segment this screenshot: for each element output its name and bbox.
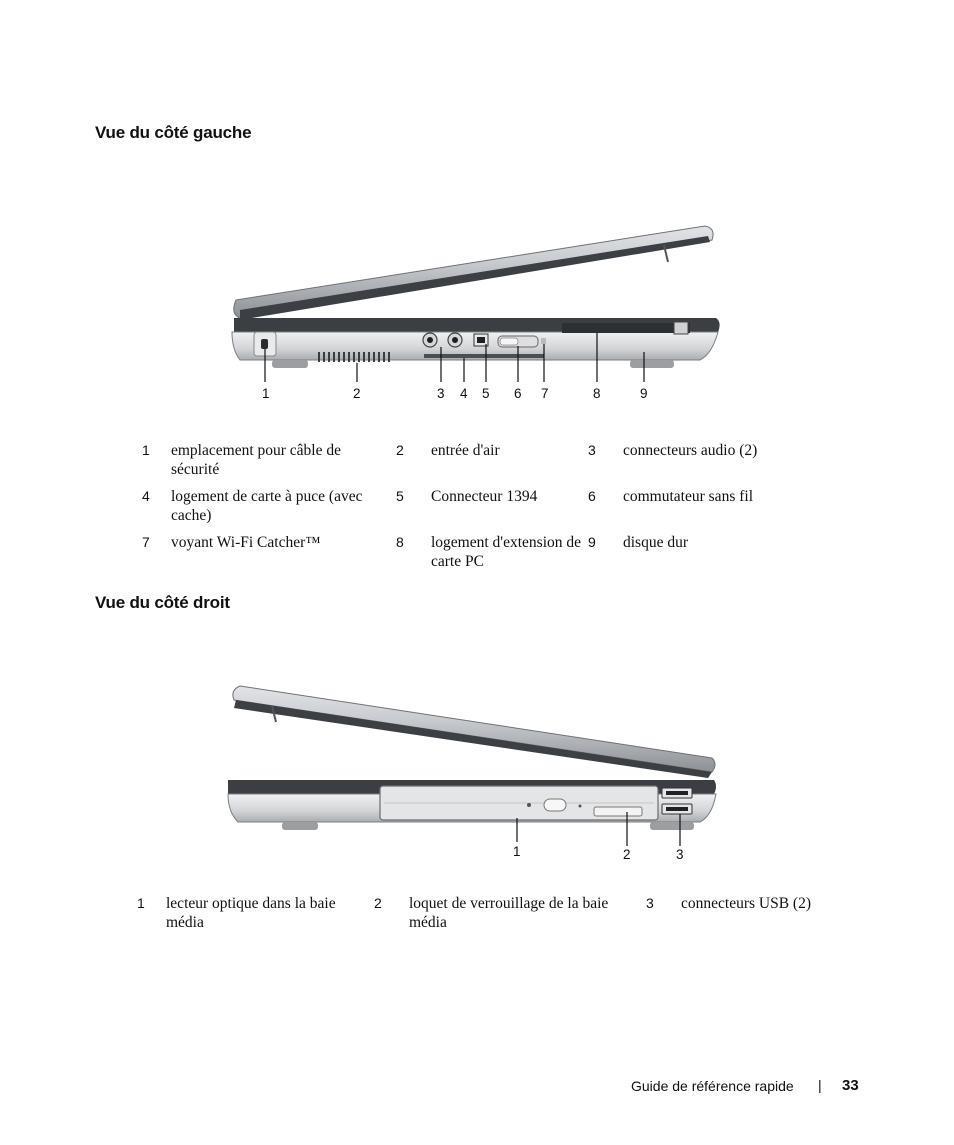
heading-right-view: Vue du côté droit — [95, 593, 230, 612]
legend-num: 1 — [137, 895, 145, 911]
legend-num: 3 — [588, 442, 596, 458]
legend-text: lecteur optique dans la baie média — [166, 895, 336, 931]
legend-num: 2 — [374, 895, 382, 911]
callout-left-4: 4 — [460, 386, 468, 401]
legend-text: entrée d'air — [431, 442, 500, 459]
callout-right-2: 2 — [623, 847, 631, 862]
legend-text: connecteurs USB (2) — [681, 895, 811, 912]
legend-num: 3 — [646, 895, 654, 911]
legend-text: voyant Wi-Fi Catcher™ — [171, 534, 321, 551]
heading-left-view: Vue du côté gauche — [95, 123, 252, 142]
callout-left-7: 7 — [541, 386, 549, 401]
page-number: 33 — [842, 1077, 859, 1094]
callout-left-9: 9 — [640, 386, 648, 401]
footer-title: Guide de référence rapide — [631, 1078, 794, 1094]
legend-text: commutateur sans fil — [623, 488, 753, 505]
legend-num: 9 — [588, 534, 596, 550]
legend-num: 5 — [396, 488, 404, 504]
footer-separator: | — [818, 1077, 822, 1093]
callout-left-6: 6 — [514, 386, 522, 401]
legend-text: loquet de verrouillage de la baie média — [409, 895, 609, 931]
legend-num: 2 — [396, 442, 404, 458]
callout-left-1: 1 — [262, 386, 270, 401]
legend-num: 8 — [396, 534, 404, 550]
callout-right-1: 1 — [513, 844, 521, 859]
callout-left-2: 2 — [353, 386, 361, 401]
legend-num: 7 — [142, 534, 150, 550]
legend-text: disque dur — [623, 534, 689, 551]
callout-left-8: 8 — [593, 386, 601, 401]
legend-num: 1 — [142, 442, 150, 458]
legend-text: logement d'extension de carte PC — [431, 534, 582, 570]
legend-text: connecteurs audio (2) — [623, 442, 758, 459]
legend-text: Connecteur 1394 — [431, 488, 538, 505]
callout-left-3: 3 — [437, 386, 445, 401]
legend-text: logement de carte à puce (avec cache) — [171, 488, 363, 524]
legend-text: emplacement pour câble de sécurité — [171, 442, 341, 478]
callout-left-5: 5 — [482, 386, 490, 401]
legend-num: 4 — [142, 488, 150, 504]
callout-right-3: 3 — [676, 847, 684, 862]
legend-num: 6 — [588, 488, 596, 504]
